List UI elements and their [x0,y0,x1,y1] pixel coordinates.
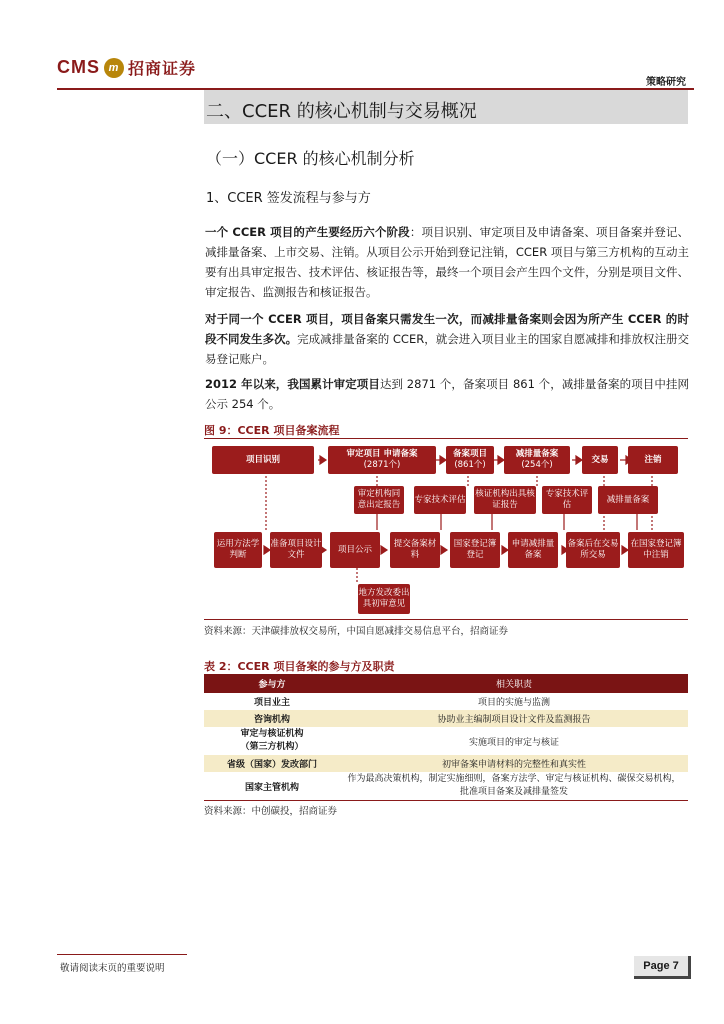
logo-text: CMS [57,57,100,77]
subsubsection-title: 1、CCER 签发流程与参与方 [206,191,371,206]
flow-mid-emission-filing [598,486,658,514]
flow-mid-label: 审定机构同意出定报告 [357,489,401,510]
flow-step-cancel [628,446,678,474]
company-logo [57,56,196,79]
flow-side-label: 地方发改委出具初审意见 [358,588,410,609]
paragraph-1 [205,222,689,302]
flow-bottom-submit [390,532,440,568]
table-cell-duty: 初审备案申请材料的完整性和真实性 [340,755,688,772]
flow-mid-label: 减排量备案 [606,494,650,505]
participants-table [204,674,688,800]
flow-mid-label: 核证机构出具核证报告 [475,489,535,510]
flow-bottom-label: 在国家登记簿中注销 [630,539,682,560]
table-header-participant: 参与方 [204,674,340,693]
flow-bottom-exchange-trade [566,532,620,568]
table-bottom-rule [204,800,688,801]
flow-step-count: (254个) [521,460,553,470]
flow-step-label: 项目识别 [245,454,280,465]
flow-mid-label: 专家技术评估 [414,494,466,505]
paragraph-1-bold: 一个 CCER 项目的产生要经历六个阶段 [205,225,410,239]
subsection-title: （一）CCER 的核心机制分析 [206,149,415,168]
paragraph-2-text: 完成减排量备案的 CCER，就会进入项目业主的国家自愿减排和排放权注册交易登记账户。 [205,332,690,366]
paragraph-2 [205,309,689,369]
flow-step-label: 审定项目 申请备案 [346,449,418,459]
page-number: Page 7 [634,956,691,979]
flow-bottom-label: 申请减排量备案 [511,539,555,560]
flow-bottom-label: 备案后在交易所交易 [567,539,619,560]
paragraph-3-bold: 2012 年以来，我国累计审定项目 [205,377,380,391]
flow-bottom-label: 项目公示 [337,544,372,555]
flow-bottom-label: 准备项目设计文件 [270,539,322,560]
table-header-row [204,674,688,693]
flow-mid-verification-report [474,486,536,514]
paragraph-2-bold: 对于同一个 CCER 项目，项目备案只需发生一次，而减排量备案则会因为所产生 CCER 的时段不同发生多次。 [205,312,689,346]
table-cell-role: 项目业主 [253,698,290,708]
flow-step-validate [328,446,436,474]
flow-bottom-label: 运用方法学判断 [216,539,260,560]
section-title: 二、CCER 的核心机制与交易概况 [206,101,477,122]
table-row [204,755,688,772]
flow-bottom-apply-emission [508,532,558,568]
table-cell-duty: 作为最高决策机构，制定实施细则，备案方法学、审定与核证机构、碳保交易机构，批准项目备案及减排量签发 [347,774,681,797]
table-row [204,772,688,800]
table-source: 资料来源：中创碳投，招商证券 [204,806,338,817]
flow-mid-label: 专家技术评估 [545,489,589,510]
logo-badge-icon: m [104,58,124,78]
figure-source: 资料来源：天津碳排放权交易所，中国自愿减排交易信息平台，招商证券 [204,626,509,637]
flow-step-label: 交易 [591,454,609,465]
flow-step-trade [582,446,618,474]
footer-rule [57,954,187,955]
figure-source-rule [204,619,688,620]
flow-bottom-methodology [214,532,262,568]
table-row [204,727,688,755]
section-label: 策略研究 [646,77,686,88]
flow-bottom-label: 提交备案材料 [393,539,437,560]
flow-step-identify [212,446,314,474]
logo-chinese-name: 招商证券 [128,59,197,78]
table-title: 表 2：CCER 项目备案的参与方及职责 [204,660,395,673]
footer-notice: 敬请阅读末页的重要说明 [60,963,165,974]
flow-step-register [446,446,494,474]
flow-step-label: 备案项目 [452,449,487,459]
flow-bottom-registry [450,532,500,568]
table-cell-duty: 协助业主编制项目设计文件及监测报告 [340,710,688,727]
flow-step-count: (2871个) [363,460,401,470]
flow-bottom-label: 国家登记簿登记 [453,539,497,560]
flow-bottom-registry-cancel [628,532,684,568]
table-cell-role: 审定与核证机构 （第三方机构） [240,729,304,752]
flow-step-count: (861个) [454,460,486,470]
flow-bottom-publicity [330,532,380,568]
flow-mid-expert-review-2 [542,486,592,514]
table-cell-role: 省级（国家）发改部门 [204,755,340,772]
flow-bottom-pdd [270,532,322,568]
flow-step-label: 减排量备案 [515,449,559,459]
table-cell-role: 国家主管机构 [244,782,299,793]
flow-local-review [358,584,410,614]
table-header-duty: 相关职责 [340,674,688,693]
flow-mid-validation-report [354,486,404,514]
table-row [204,710,688,727]
figure-title: 图 9：CCER 项目备案流程 [204,424,340,437]
table-cell-duty: 项目的实施与监测 [477,698,550,708]
table-cell-duty: 实施项目的审定与核证 [468,737,559,748]
paragraph-1-text: ：项目识别、审定项目及申请备案、项目备案并登记、减排量备案、上市交易、注销。从项目公示开始到登记注销，CCER 项目与第三方机构的互动主要有出具审定报告、技术评估、核证报告等，最终一个项目会产生四个文件，分别是项目文件、审定报告、监测报告和核证报告。 [205,225,689,299]
flow-step-emission-filing [504,446,570,474]
table-row [204,693,688,710]
paragraph-3-text: 达到 2871 个，备案项目 861 个，减排量备案的项目中挂网公示 254 个。 [205,377,689,411]
table-cell-role: 咨询机构 [204,710,340,727]
flow-mid-expert-review-1 [414,486,466,514]
paragraph-3 [205,374,689,414]
flow-step-label: 注销 [644,454,662,465]
